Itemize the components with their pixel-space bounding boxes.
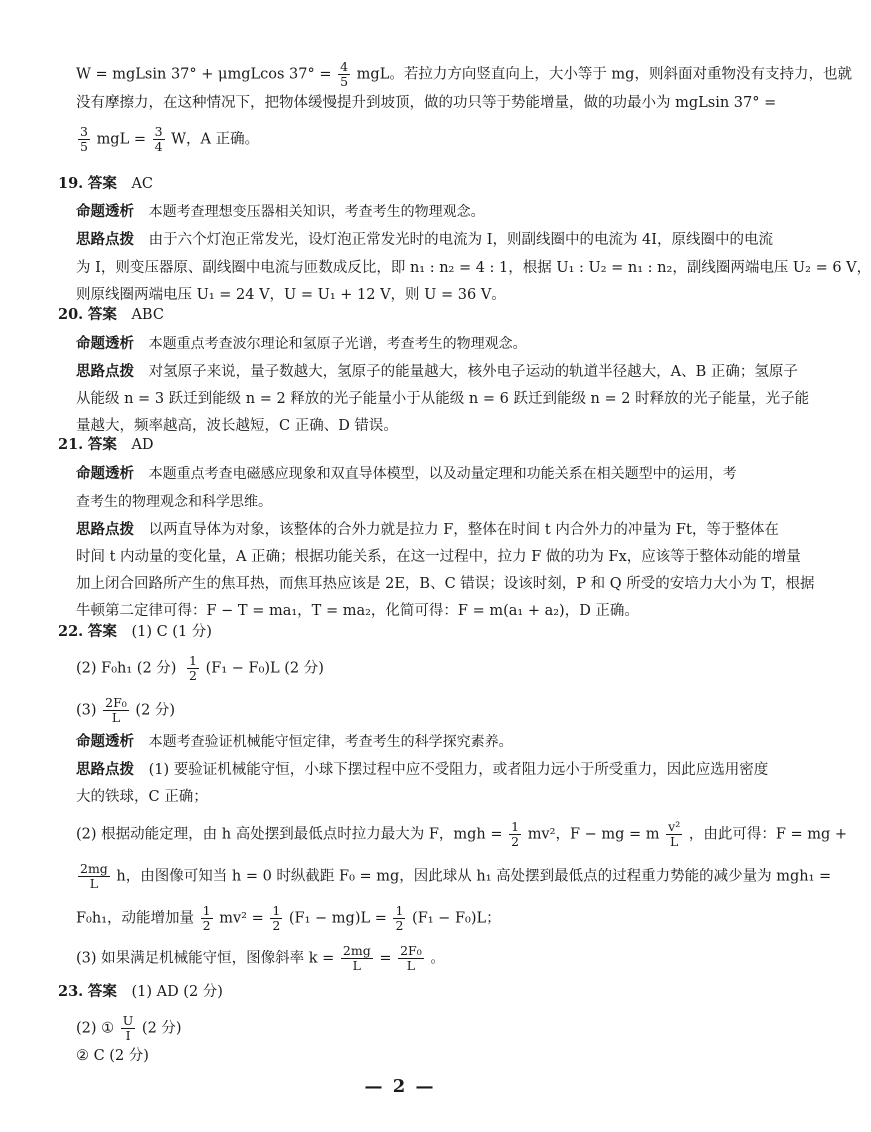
fraction: $\frac{2mg}{L}$	[342, 943, 371, 973]
question-20-analysis: 命题透析 本题重点考查波尔理论和氢原子光谱，考查考生的物理观念。	[76, 335, 527, 352]
page-number: — 2 —	[364, 1076, 436, 1097]
fraction: $\frac{1}{2}$	[189, 653, 197, 683]
text-line: (2) 根据动能定理，由 h 高处摆到最低点时拉力最大为 F，mgh = $\frac{1}{2}$ mv²，F − mg = m $\frac{\text{v²}}{L}$ ，由此可得：F = mg +	[76, 819, 848, 849]
text-line: (2) ① $\frac{U}{I}$ (2 分)	[76, 1013, 182, 1043]
fraction: $\frac{3}{4}$	[154, 124, 163, 154]
text-line: 牛顿第二定律可得：F − T = ma₁，T = ma₂，化简可得：F = m(a₁ + a₂)，D 正确。	[76, 603, 639, 619]
text-line: (2) F₀h₁ (2 分) $\frac{1}{2}$ (F₁ − F₀)L (2 分)	[76, 653, 324, 683]
fraction: $\frac{1}{2}$	[272, 903, 281, 933]
text-line: 加上闭合回路所产生的焦耳热，而焦耳热应该是 2E，B、C 错误；设该时刻，P 和 Q 所受的安培力大小为 T，根据	[76, 576, 815, 592]
text-line: F₀h₁，动能增加量 $\frac{1}{2}$ mv² = $\frac{1}{2}$ (F₁ − mg)L = $\frac{1}{2}$ (F₁ − F₀)L；	[76, 903, 501, 933]
fraction: $\frac{\text{v²}}{L}$	[668, 819, 681, 849]
text-line: 量越大，频率越高，波长越短，C 正确、D 错误。	[76, 418, 398, 434]
fraction: $\frac{1}{2}$	[202, 903, 211, 933]
text-line: 从能级 n = 3 跃迁到能级 n = 2 释放的光子能量小于从能级 n = 6 跃迁到能级 n = 2 时释放的光子能量，光子能	[76, 391, 810, 407]
text-line: 没有摩擦力，在这种情况下，把物体缓慢提升到坡顶，做的功只等于势能增量，做的功最小为 mgLsin 37° =	[76, 95, 777, 111]
question-19-answer: 19. 答案 AC	[58, 175, 154, 192]
fraction: $\frac{1}{2}$	[511, 819, 520, 849]
question-20-answer: 20. 答案 ABC	[58, 306, 164, 323]
question-22-solution: 思路点拨 (1) 要验证机械能守恒，小球下摆过程中应不受阻力，或者阻力远小于所受重力，因此应选用密度	[76, 761, 769, 778]
question-22-analysis: 命题透析 本题考查验证机械能守恒定律，考查考生的科学探究素养。	[76, 733, 513, 750]
text-line: 则原线圈两端电压 U₁ = 24 V，U = U₁ + 12 V，则 U = 36 V。	[76, 287, 506, 303]
text-line: 为 I，则变压器原、副线圈中电流与匝数成反比，即 n₁ : n₂ = 4 : 1，根据 U₁ : U₂ = n₁ : n₂，副线圈两端电压 U₂ = 6 V，	[76, 260, 871, 276]
question-21-answer: 21. 答案 AD	[58, 436, 154, 453]
fraction: $\frac{U}{I}$	[122, 1013, 134, 1043]
question-21-solution: 思路点拨 以两直导体为对象，该整体的合外力就是拉力 F，整体在时间 t 内合外力的冲量为 Ft，等于整体在	[76, 521, 779, 538]
text-line: (3) 如果满足机械能守恒，图像斜率 k = $\frac{2mg}{L}$ = $\frac{\text{2F₀}}{L}$ 。	[76, 943, 445, 973]
fraction: $\frac{2mg}{L}$	[80, 861, 108, 891]
text-line: $\frac{2mg}{L}$ h，由图像可知当 h = 0 时纵截距 F₀ = mg，因此球从 h₁ 高处摆到最低点的过程重力势能的减少量为 mgh₁ =	[80, 861, 832, 891]
text-line: 大的铁球，C 正确；	[76, 789, 208, 805]
fraction: $\frac{\text{2F₀}}{L}$	[105, 695, 127, 725]
text-line: 时间 t 内动量的变化量，A 正确；根据功能关系，在这一过程中，拉力 F 做的功为 Fx，应该等于整体动能的增量	[76, 549, 801, 565]
question-23-answer: 23. 答案 (1) AD (2 分)	[58, 983, 223, 1000]
text-line: (3) $\frac{\text{2F₀}}{L}$ (2 分)	[76, 695, 176, 725]
question-20-solution: 思路点拨 对氢原子来说，量子数越大，氢原子的能量越大，核外电子运动的轨道半径越大，A、B 正确；氢原子	[76, 363, 798, 380]
fraction: $\frac{4}{5}$	[340, 59, 349, 89]
question-19-analysis: 命题透析 本题考查理想变压器相关知识，考查考生的物理观念。	[76, 203, 485, 220]
fraction: $\frac{1}{2}$	[395, 903, 404, 933]
question-21-analysis: 命题透析 本题重点考查电磁感应现象和双直导体模型，以及动量定理和功能关系在相关题型中的运用，考	[76, 465, 737, 482]
text-line: $\frac{3}{5}$ mgL = $\frac{3}{4}$ W，A 正确。	[80, 124, 260, 154]
fraction: $\frac{3}{5}$	[80, 124, 88, 154]
text-line: W = mgLsin 37° + μmgLcos 37° = $\frac{4}{5}$ mgL。若拉力方向竖直向上，大小等于 mg，则斜面对重物没有支持力，也就	[76, 59, 852, 89]
text-line: 查考生的物理观念和科学思维。	[76, 494, 272, 510]
question-19-solution: 思路点拨 由于六个灯泡正常发光，设灯泡正常发光时的电流为 I，则副线圈中的电流为 4I，原线圈中的电流	[76, 231, 774, 248]
fraction: $\frac{\text{2F₀}}{L}$	[400, 943, 422, 973]
text-line: ② C (2 分)	[76, 1048, 149, 1064]
question-22-answer: 22. 答案 (1) C (1 分)	[58, 623, 212, 640]
